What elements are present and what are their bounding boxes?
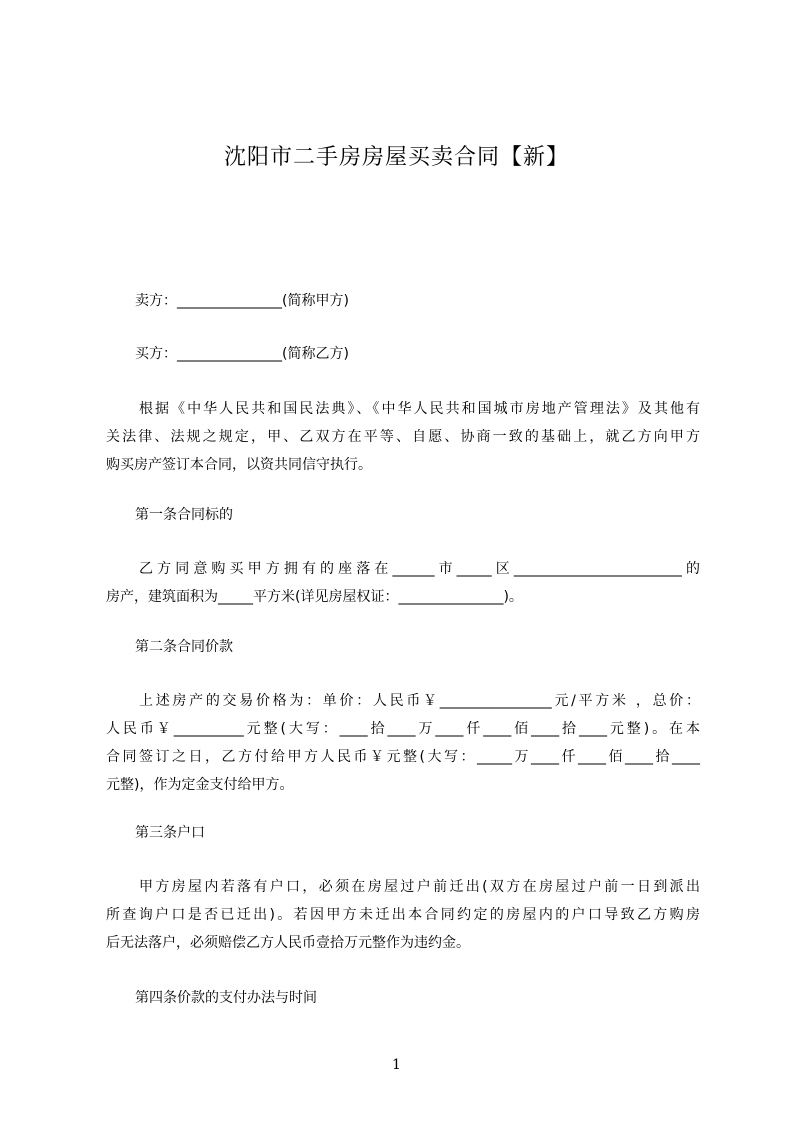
article1-paragraph (106, 555, 700, 611)
seller-line: 卖方：_______________(简称甲方) (135, 293, 349, 309)
article1-line: 房产，建筑面积为_____平方米(详见房屋权证：_______________)。 (106, 589, 523, 605)
article2-heading: 第二条合同价款 (135, 639, 233, 655)
article3-line: 所查询户口是否已迁出)。若因甲方未迁出本合同约定的房屋内的户口导致乙方购房 (106, 907, 700, 923)
article2-line: 上述房产的交易价格为：单价：人民币￥________________元/平方米 ，总价： (139, 693, 700, 709)
article2-line: 人民币￥__________元整(大写：____拾____万____仟____佰____拾____元整)。在本 (106, 721, 700, 737)
article2-line: 元整)，作为定金支付给甲方。 (106, 777, 294, 793)
article1-heading: 第一条合同标的 (135, 507, 233, 523)
intro-line: 关法律、法规之规定，甲、乙双方在平等、自愿、协商一致的基础上，就乙方向甲方 (106, 429, 700, 445)
article2-line: 合同签订之日，乙方付给甲方人民币￥元整(大写：_____万____仟____佰____拾____ (106, 749, 700, 765)
article4-heading: 第四条价款的支付办法与时间 (135, 990, 317, 1006)
intro-paragraph (106, 395, 700, 479)
intro-line: 根据《中华人民共和国民法典》、《中华人民共和国城市房地产管理法》及其他有 (139, 401, 700, 417)
intro-line: 购买房产签订本合同，以资共同信守执行。 (106, 457, 372, 473)
document-title: 沈阳市二手房房屋买卖合同【新】 (223, 145, 569, 170)
page-number: 1 (392, 1057, 401, 1073)
article2-paragraph (106, 687, 700, 799)
buyer-line: 买方：_______________(简称乙方) (135, 346, 349, 362)
article3-heading: 第三条户口 (135, 825, 205, 841)
article3-line: 甲方房屋内若落有户口，必须在房屋过户前迁出(双方在房屋过户前一日到派出 (139, 879, 700, 895)
article3-paragraph (106, 873, 700, 957)
article3-line: 后无法落户，必须赔偿乙方人民币壹拾万元整作为违约金。 (106, 935, 470, 951)
article1-line: 乙方同意购买甲方拥有的座落在______市_____区________________________的 (139, 561, 700, 577)
